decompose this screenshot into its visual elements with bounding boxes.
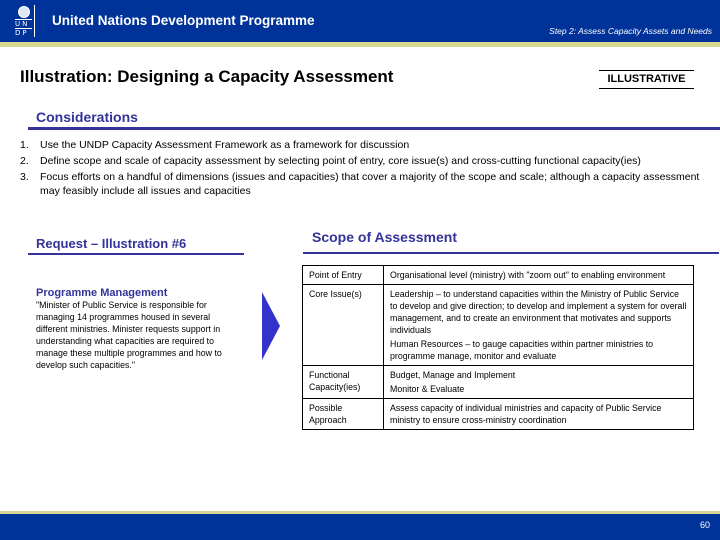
- list-item: [20, 154, 700, 168]
- row-value: [384, 366, 694, 399]
- table-row: [303, 285, 694, 366]
- value-text: Budget, Manage and Implement: [390, 370, 516, 380]
- request-heading: Request – Illustration #6: [36, 236, 187, 251]
- scope-table: [302, 265, 694, 430]
- considerations-heading: Considerations: [36, 109, 138, 125]
- footer-bar: [0, 514, 720, 540]
- arrow-right-icon: [262, 292, 280, 360]
- row-label: Core Issue(s): [303, 285, 384, 366]
- list-number: 2.: [20, 155, 29, 167]
- row-value: [384, 285, 694, 366]
- value-text: Assess capacity of individual ministries and capacity of Public Service ministry to ensure cross-ministry coordination: [390, 403, 662, 425]
- header-rule: [0, 42, 720, 47]
- considerations-divider: [28, 127, 720, 130]
- value-text: Monitor & Evaluate: [390, 384, 465, 394]
- value-text: Organisational level (ministry) with "zoom out" to enabling environment: [390, 270, 666, 280]
- request-subheading: Programme Management: [36, 287, 168, 299]
- list-text: Use the UNDP Capacity Assessment Framework as a framework for discussion: [40, 139, 410, 151]
- scope-heading: Scope of Assessment: [312, 229, 457, 245]
- list-text: Focus efforts on a handful of dimensions (issues and capacities) that cover a majority of the scope and scale; although a capacity assessment may feasibly include all issues and capacities: [40, 171, 700, 197]
- undp-logo: [14, 5, 35, 37]
- illustrative-badge: ILLUSTRATIVE: [599, 70, 694, 89]
- considerations-list: [20, 138, 700, 200]
- row-value: [384, 399, 694, 430]
- table-row: [303, 399, 694, 430]
- list-number: 3.: [20, 171, 29, 183]
- row-label: Point of Entry: [303, 266, 384, 285]
- step-label: Step 2: Assess Capacity Assets and Needs: [549, 26, 712, 36]
- list-number: 1.: [20, 139, 29, 151]
- value-text: Leadership – to understand capacities within the Ministry of Public Service to develop and give direction; to develop and implement a system for overall management, and to create an environment that motivates and supports individuals: [390, 289, 687, 335]
- page-number: 60: [699, 520, 710, 530]
- request-body: "Minister of Public Service is responsible for managing 14 programmes housed in several different ministries. Minister requests support in understanding what capacities are required to manage these multiple programmes and how to develop such capacities.": [36, 300, 222, 370]
- scope-divider: [303, 252, 719, 254]
- list-item: [20, 170, 700, 198]
- row-label: Functional Capacity(ies): [303, 366, 384, 399]
- row-value: [384, 266, 694, 285]
- org-name: United Nations Development Programme: [52, 13, 315, 28]
- header-bar: [0, 0, 720, 42]
- page-title: Illustration: Designing a Capacity Assessment: [20, 67, 394, 86]
- value-text: Human Resources – to gauge capacities within partner ministries to programme manage, monitor and evaluate: [390, 339, 654, 361]
- logo-row-un: UN: [15, 19, 32, 28]
- table-row: [303, 266, 694, 285]
- row-label: Possible Approach: [303, 399, 384, 430]
- list-text: Define scope and scale of capacity assessment by selecting point of entry, core issue(s) and cross-cutting functional capacity(ies): [40, 155, 641, 167]
- table-row: [303, 366, 694, 399]
- logo-row-dp: DP: [15, 28, 32, 37]
- request-divider: [28, 253, 244, 255]
- un-emblem-icon: [18, 6, 30, 18]
- list-item: [20, 138, 700, 152]
